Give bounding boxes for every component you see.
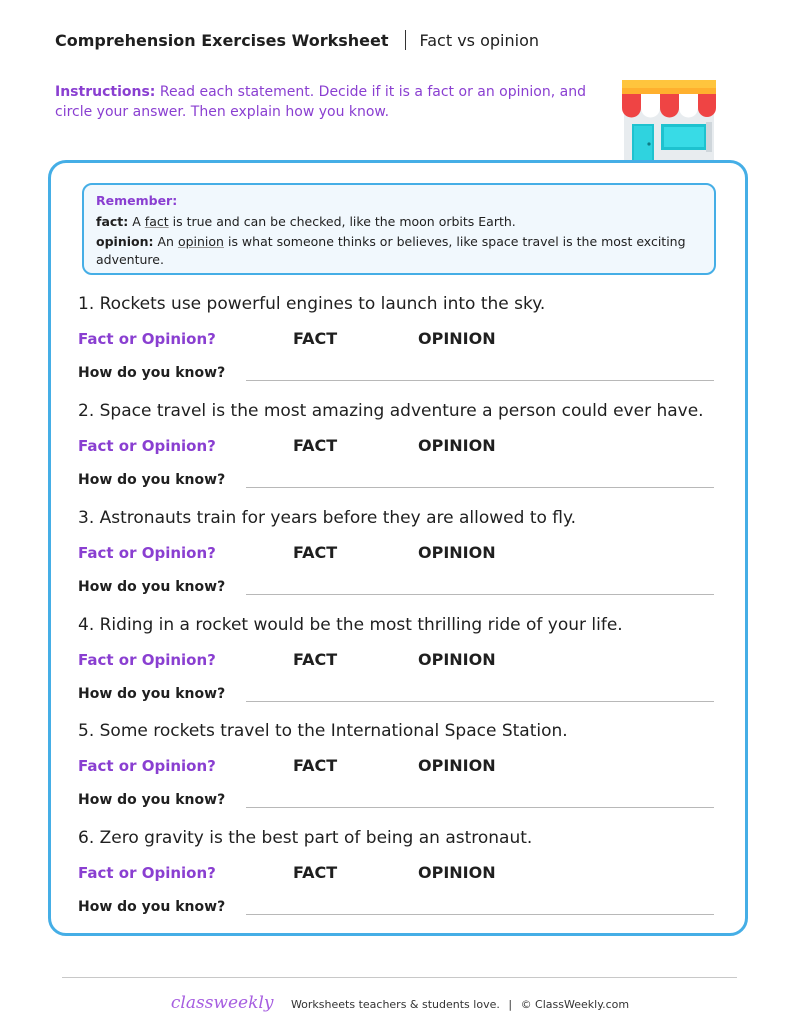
instructions-text: Read each statement. Decide if it is a fact or an opinion, and circle your answer. Then explain how you know. [55, 84, 586, 120]
footer-tagline: Worksheets teachers & students love. [290, 998, 500, 1011]
fact-or-opinion-label: Fact or Opinion? [78, 437, 216, 455]
answer-line[interactable] [246, 487, 714, 488]
answer-line[interactable] [246, 914, 714, 915]
fact-word: fact [144, 214, 169, 229]
question-statement: 2. Space travel is the most amazing adventure a person could ever have. [78, 401, 704, 421]
remember-opinion-row [96, 233, 702, 269]
opinion-choice[interactable]: OPINION [418, 756, 496, 775]
fact-or-opinion-label: Fact or Opinion? [78, 864, 216, 882]
opinion-choice[interactable]: OPINION [418, 543, 496, 562]
how-do-you-know-label: How do you know? [78, 579, 226, 595]
answer-line[interactable] [246, 807, 714, 808]
answer-line[interactable] [246, 594, 714, 595]
opinion-term: opinion: [96, 234, 154, 249]
worksheet-title: Comprehension Exercises Worksheet [55, 30, 389, 50]
how-do-you-know-label: How do you know? [78, 792, 226, 808]
fact-definition: is true and can be checked, like the moon orbits Earth. [172, 214, 516, 229]
opinion-choice[interactable]: OPINION [418, 329, 496, 348]
fact-choice[interactable]: FACT [293, 650, 338, 669]
question-statement: 5. Some rockets travel to the International Space Station. [78, 721, 568, 741]
store-icon [616, 78, 722, 172]
question-statement: 1. Rockets use powerful engines to launch into the sky. [78, 294, 546, 314]
how-do-you-know-label: How do you know? [78, 365, 226, 381]
footer [0, 993, 800, 1013]
opinion-word: opinion [177, 234, 224, 249]
answer-line[interactable] [246, 380, 714, 381]
question-statement: 3. Astronauts train for years before they are allowed to fly. [78, 508, 577, 528]
opinion-definition: is what someone thinks or believes, like space travel is the most exciting adventure. [96, 234, 686, 267]
footer-divider [62, 977, 737, 978]
opinion-choice[interactable]: OPINION [418, 650, 496, 669]
worksheet-header [55, 30, 539, 50]
question-statement: 4. Riding in a rocket would be the most thrilling ride of your life. [78, 615, 623, 635]
fact-or-opinion-label: Fact or Opinion? [78, 651, 216, 669]
fact-choice[interactable]: FACT [293, 863, 338, 882]
fact-choice[interactable]: FACT [293, 436, 338, 455]
worksheet-subtitle: Fact vs opinion [419, 30, 539, 50]
classweekly-logo: classweekly [170, 993, 274, 1013]
instructions-label: Instructions: [55, 84, 156, 100]
fact-or-opinion-label: Fact or Opinion? [78, 757, 216, 775]
opinion-pre: An [157, 234, 174, 249]
remember-title: Remember: [96, 193, 178, 208]
how-do-you-know-label: How do you know? [78, 686, 226, 702]
remember-fact-row [96, 213, 702, 231]
how-do-you-know-label: How do you know? [78, 899, 226, 915]
opinion-choice[interactable]: OPINION [418, 863, 496, 882]
fact-or-opinion-label: Fact or Opinion? [78, 544, 216, 562]
fact-pre: A [132, 214, 141, 229]
footer-separator: | [508, 998, 513, 1011]
opinion-choice[interactable]: OPINION [418, 436, 496, 455]
instructions [55, 82, 615, 122]
header-divider [405, 30, 406, 50]
answer-line[interactable] [246, 701, 714, 702]
question-statement: 6. Zero gravity is the best part of being an astronaut. [78, 828, 533, 848]
fact-term: fact: [96, 214, 129, 229]
remember-box [82, 183, 716, 275]
footer-copyright: © ClassWeekly.com [520, 998, 630, 1011]
fact-or-opinion-label: Fact or Opinion? [78, 330, 216, 348]
fact-choice[interactable]: FACT [293, 543, 338, 562]
how-do-you-know-label: How do you know? [78, 472, 226, 488]
fact-choice[interactable]: FACT [293, 756, 338, 775]
fact-choice[interactable]: FACT [293, 329, 338, 348]
